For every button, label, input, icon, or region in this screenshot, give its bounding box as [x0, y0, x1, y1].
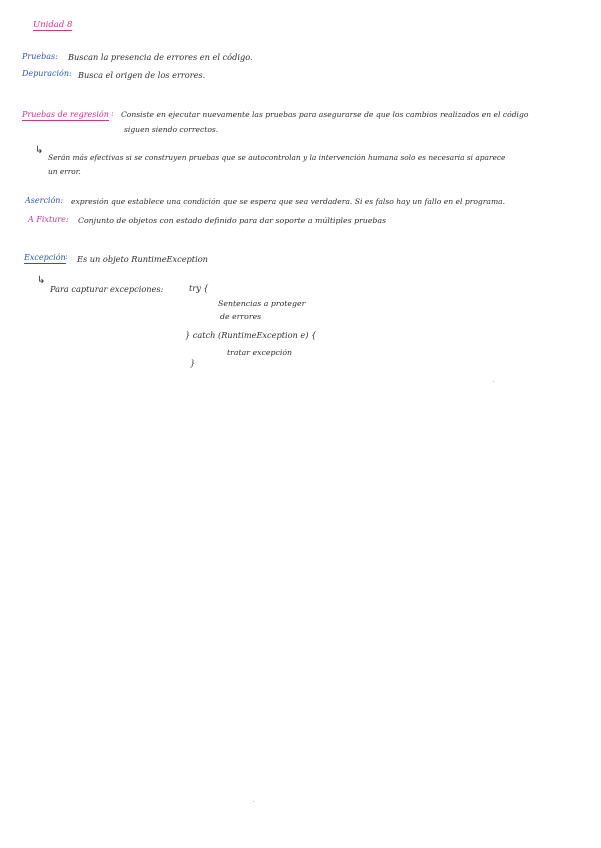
term-pruebas: Pruebas:	[22, 52, 58, 61]
paper-speck	[493, 381, 494, 382]
term-depuracion-label: Depuración	[22, 69, 70, 78]
definition-depuracion: Busca el origen de los errores.	[78, 70, 206, 80]
page-title: Unidad 8	[33, 20, 73, 30]
term-asercion-label: Aserción	[25, 196, 61, 205]
term-excepcion: Excepción	[24, 253, 66, 262]
arrow-icon: ↳	[37, 275, 46, 286]
definition-regresion-line1: Consiste en ejecutar nuevamente las pruebas para asegurarse de que los cambios realizados en el código	[121, 110, 529, 119]
code-close: }	[190, 358, 196, 368]
paper-speck	[253, 801, 254, 802]
term-fixture-label: A Fixture	[28, 215, 66, 224]
term-fixture: A Fixture:	[28, 215, 69, 224]
term-regresion: Pruebas de regresión	[22, 110, 109, 119]
code-body-line2: de errores	[220, 312, 262, 321]
note-regresion-line2: un error.	[48, 167, 81, 176]
definition-regresion-line2: siguen siendo correctos.	[124, 125, 219, 134]
capture-label: Para capturar excepciones:	[50, 284, 164, 294]
definition-fixture: Conjunto de objetos con estado definido para dar soporte a múltiples pruebas	[78, 216, 387, 225]
definition-excepcion: Es un objeto RuntimeException	[77, 254, 208, 264]
code-catch: } catch (RuntimeException e) {	[185, 330, 317, 340]
term-asercion: Aserción:	[25, 196, 64, 205]
term-pruebas-label: Pruebas	[22, 52, 56, 61]
code-try: try {	[189, 283, 209, 293]
term-excepcion-colon: :	[65, 252, 68, 261]
definition-asercion: expresión que establece una condición que se espera que sea verdadera. Si es falso hay un fallo en el programa.	[71, 197, 506, 206]
term-depuracion: Depuración:	[22, 69, 72, 78]
arrow-icon: ↳	[35, 145, 44, 156]
code-body-line1: Sentencias a proteger	[218, 299, 306, 308]
code-handle: tratar excepción	[227, 348, 293, 357]
note-regresion-line1: Serán más efectivas si se construyen pruebas que se autocontrolan y la intervención humana solo es necesaria si aparece	[48, 153, 506, 162]
term-regresion-colon: :	[111, 109, 114, 118]
definition-pruebas: Buscan la presencia de errores en el código.	[68, 52, 253, 62]
